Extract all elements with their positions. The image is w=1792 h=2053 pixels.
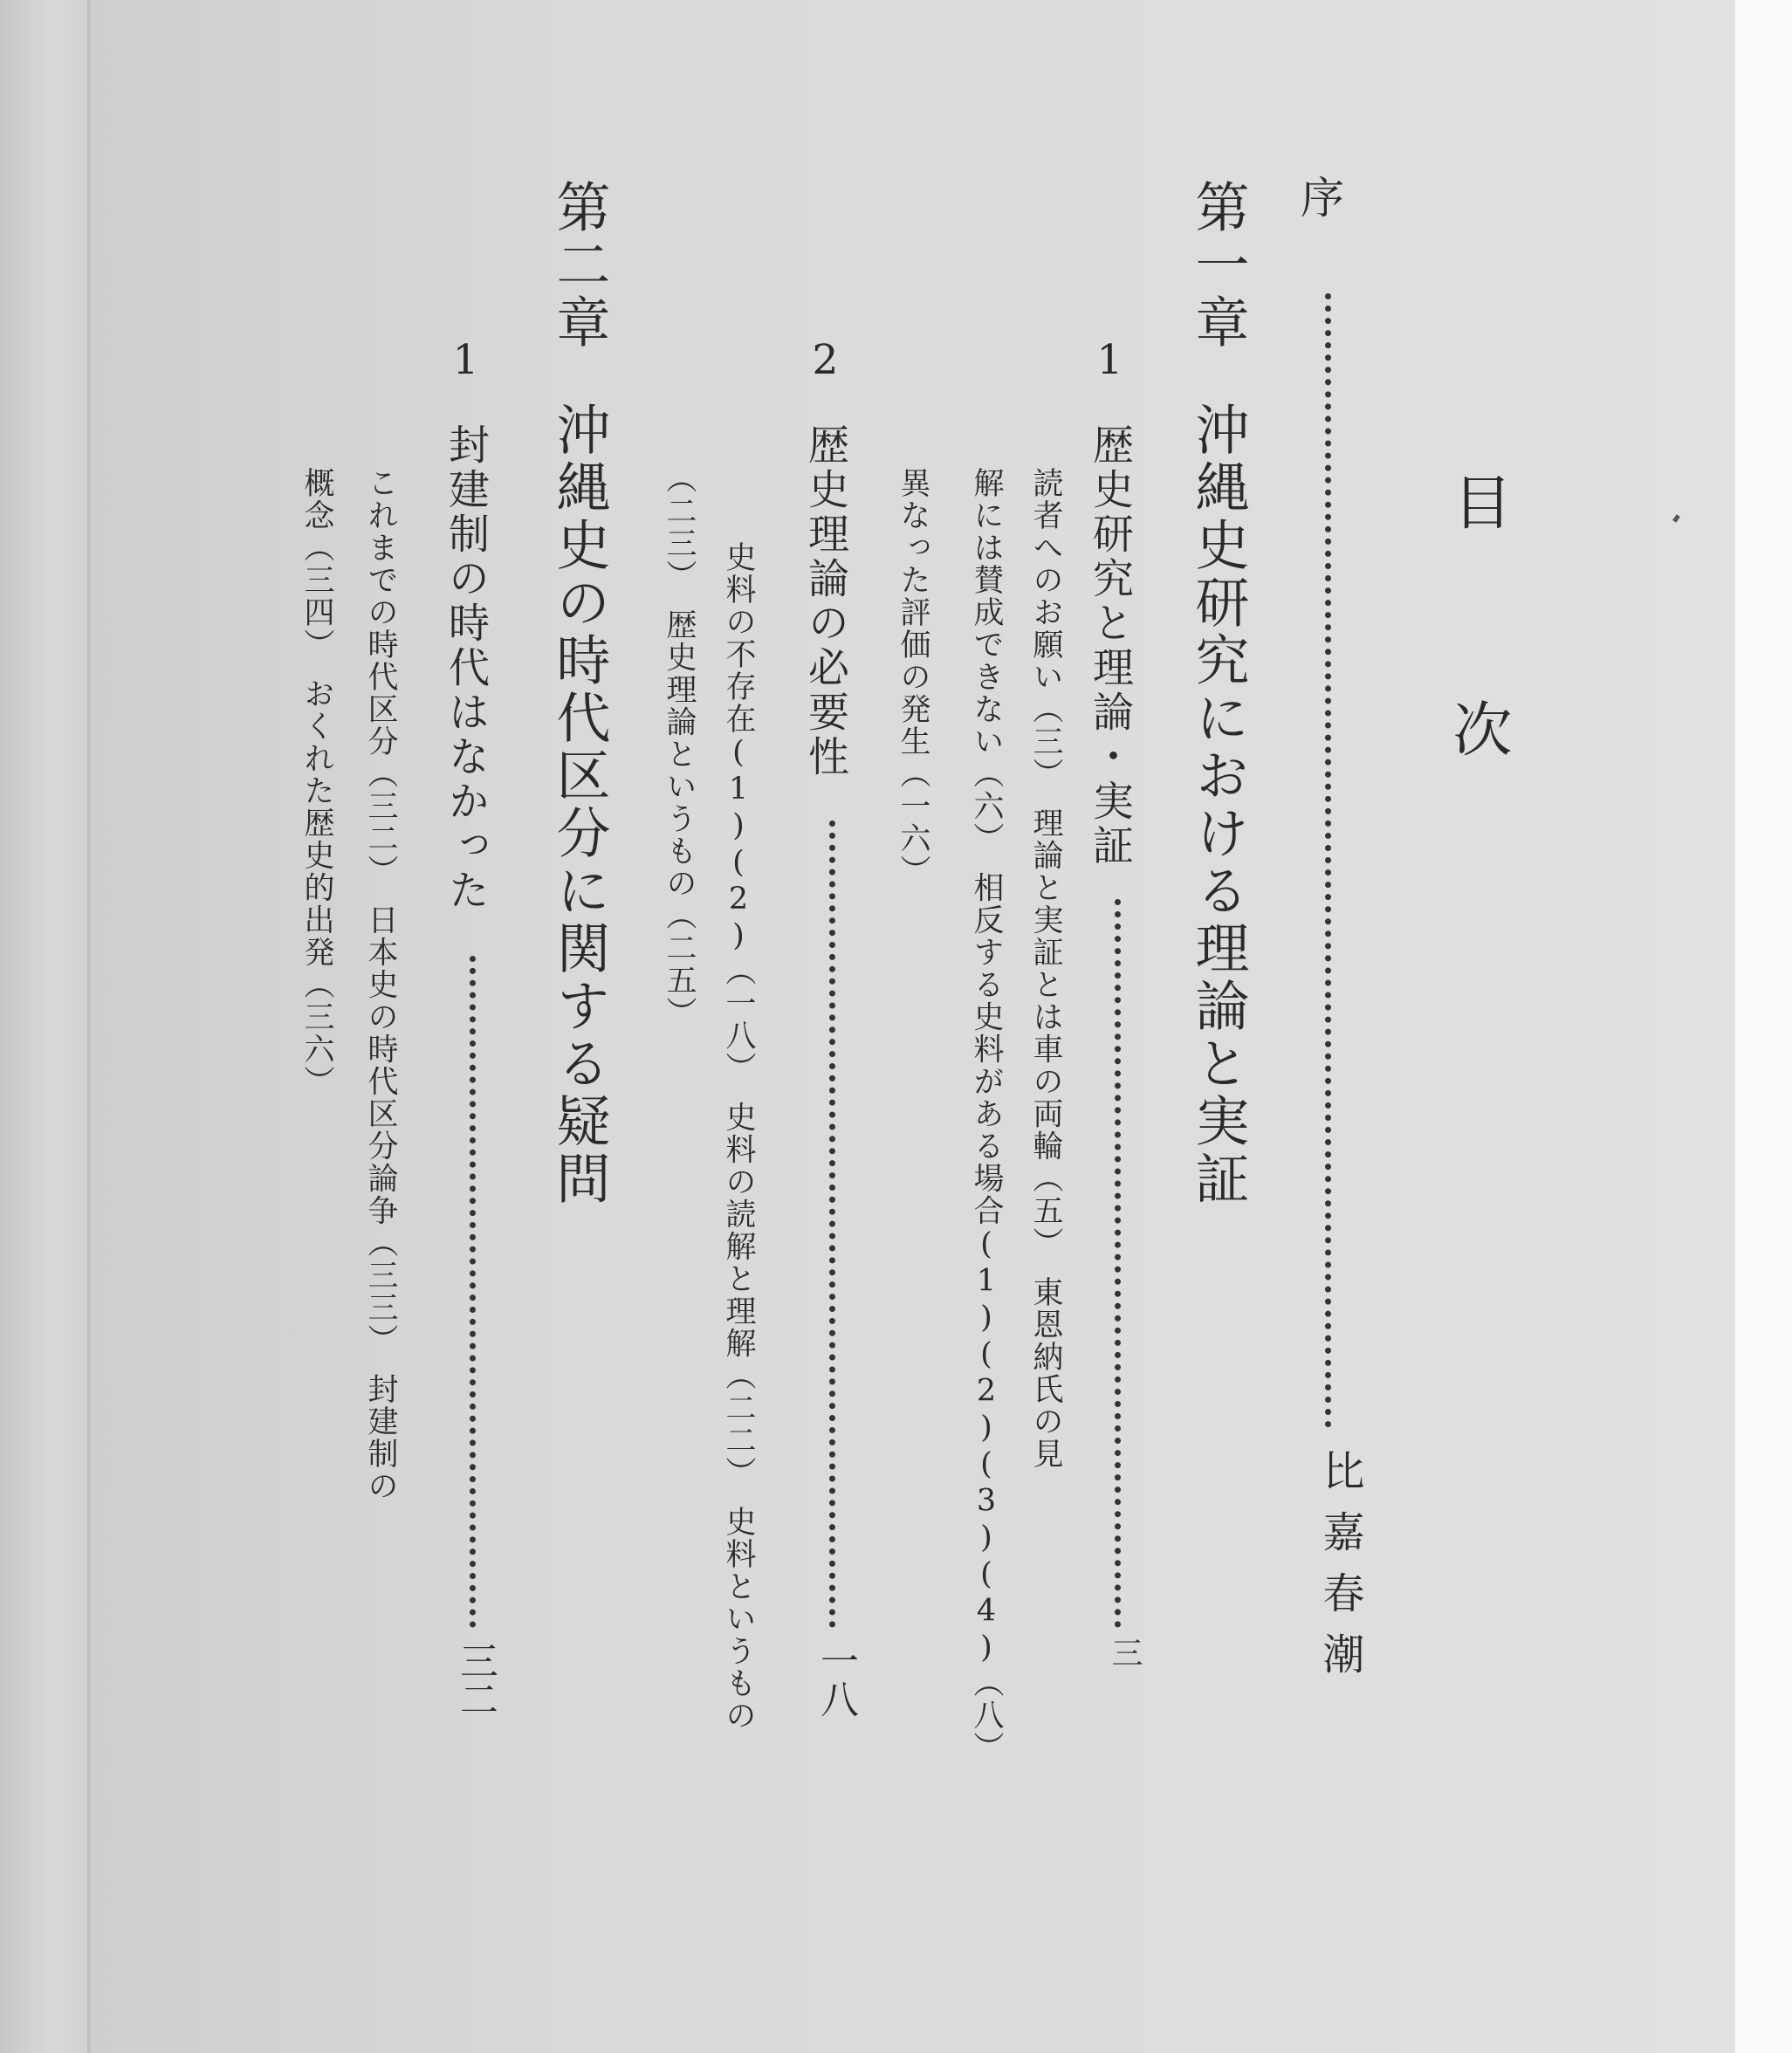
ch2-section1-subtopics-line-1: これまでの時代区分（三二） 日本史の時代区分論争（三三） 封建制の (363, 467, 398, 1502)
ch1-section2-leader-dots (829, 821, 835, 1628)
book-binding-strip (0, 0, 87, 2053)
ch1-section2-title: 歴史理論の必要性 (801, 423, 849, 779)
ch1-section1-subtopics-line-3: 異なった評価の発生（一六） (896, 467, 930, 887)
ch1-section2-page: 一八 (814, 1641, 858, 1718)
preface-label: 序 (1294, 175, 1344, 218)
ch2-section1-subtopics-line-2: 概念（三四） おくれた歴史的出発（三六） (299, 467, 334, 1098)
book-page (93, 0, 1735, 2053)
preface-author: 比嘉春潮 (1315, 1449, 1364, 1693)
toc-title-char-2: 次 (1443, 698, 1512, 758)
preface-leader-dots (1325, 293, 1331, 1428)
page-edge-background (1735, 0, 1792, 2053)
chapter2-label: 第二章 (547, 179, 611, 352)
ch1-section1-page: 三 (1107, 1637, 1143, 1668)
ch1-section2-subtopics-line-1: 史料の不存在(1)(2)（一八） 史料の読解と理解（二二） 史料というもの (721, 541, 756, 1732)
ch1-section1-leader-dots (1115, 899, 1121, 1628)
ch1-section1-number: 1 (1086, 336, 1134, 388)
ch1-section2-subtopics-line-2: （二三） 歴史理論というもの（二五） (662, 463, 697, 1029)
ch2-section1-number: 1 (442, 336, 490, 388)
chapter1-title: 沖縄史研究における理論と実証 (1186, 402, 1250, 1208)
ch2-section1-page: 三二 (453, 1641, 498, 1718)
ch2-section1-title: 封建制の時代はなかった (442, 423, 490, 913)
ch1-section1-subtopics-line-1: 読者へのお願い（三） 理論と実証とは車の両輪（五） 東恩納氏の見 (1028, 467, 1063, 1470)
chapter1-label: 第一章 (1186, 179, 1250, 352)
ch1-section2-number: 2 (801, 336, 849, 388)
ch1-section1-subtopics-line-2: 解には賛成できない（六） 相反する史料がある場合(1)(2)(3)(4)（八） (969, 467, 1004, 1764)
chapter2-title: 沖縄史の時代区分に関する疑問 (547, 402, 611, 1208)
ch2-section1-leader-dots (470, 956, 476, 1628)
toc-title-char-1: 目 (1443, 471, 1512, 531)
ch1-section1-title: 歴史研究と理論・実証 (1086, 423, 1134, 869)
